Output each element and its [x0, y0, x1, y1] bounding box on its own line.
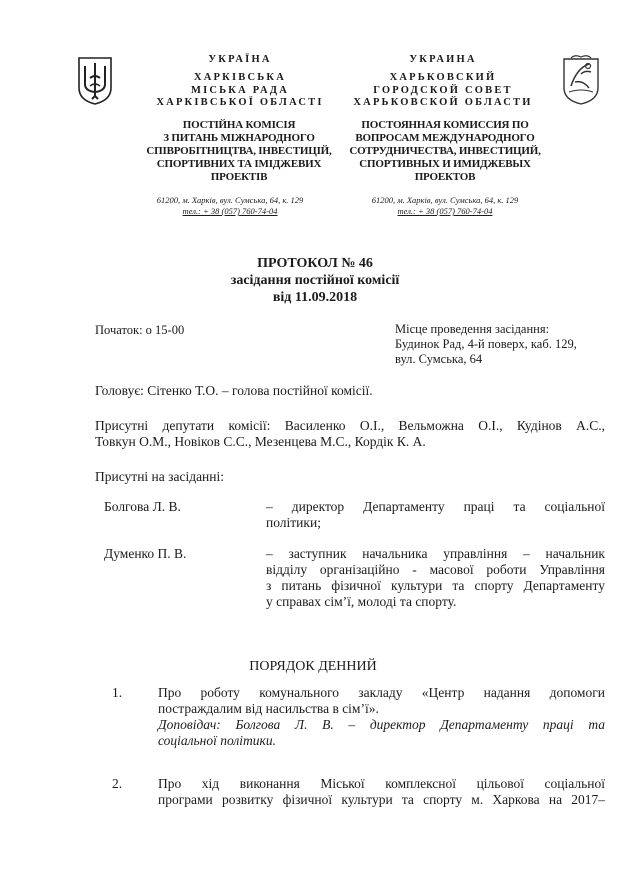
agenda-heading: ПОРЯДОК ДЕННИЙ	[249, 659, 377, 674]
attendee-role-line: політики;	[266, 515, 321, 530]
left-commission	[125, 119, 353, 184]
right-council-line: ХАРЬКОВСКОЙ ОБЛАСТИ	[353, 97, 533, 108]
agenda-speaker-line: соціальної політики.	[158, 733, 276, 748]
agenda-item-line: Про хід виконання Міської комплексної цільової соціальної	[158, 776, 605, 791]
attendee-role-line: у справах сім’ї, молоді та спорту.	[266, 594, 457, 609]
left-council	[130, 72, 350, 110]
agenda-speaker-line: Доповідач: Болгова Л. В. – директор Департаменту праці та	[158, 717, 605, 732]
attendee-role	[266, 499, 605, 531]
protocol-title-block	[150, 255, 480, 306]
agenda-item	[158, 776, 605, 808]
left-commission-line: З ПИТАНЬ МІЖНАРОДНОГО	[163, 132, 315, 144]
agenda-item	[158, 685, 605, 749]
attendee-role-line: – заступник начальника управління – начальник	[266, 546, 605, 561]
right-address: 61200, м. Харків, вул. Сумська, 64, к. 129	[371, 195, 519, 205]
left-address-block	[130, 195, 330, 217]
right-council	[333, 72, 553, 110]
left-council-line: ХАРКІВСЬКА	[193, 72, 286, 83]
right-commission-line: ПРОЕКТОВ	[414, 171, 476, 183]
right-commission-line: ВОПРОСАМ МЕЖДУНАРОДНОГО	[355, 132, 535, 144]
right-commission-line: СОТРУДНИЧЕСТВА, ИНВЕСТИЦИЙ,	[349, 145, 541, 157]
left-commission-line: ПОСТІЙНА КОМІСІЯ	[182, 119, 296, 131]
attendee-role-line: відділу організаційно - масової роботи Управління	[266, 562, 605, 577]
right-phone: тел.: + 38 (057) 760-74-04	[397, 206, 493, 216]
chair-line: Головує: Сітенко Т.О. – голова постійної комісії.	[95, 383, 373, 398]
right-council-line: ХАРЬКОВСКИЙ	[389, 72, 497, 83]
attendee-role	[266, 546, 605, 610]
right-council-line: ГОРОДСКОЙ СОВЕТ	[373, 84, 513, 96]
attendee-name: Болгова Л. В.	[104, 499, 181, 514]
members-line: Товкун О.М., Новіков С.С., Мезенцева М.С., Кордік К. А.	[95, 434, 426, 449]
kharkiv-city-coat-of-arms-icon	[561, 54, 601, 106]
left-phone: тел.: + 38 (057) 760-74-04	[182, 206, 278, 216]
agenda-item-number: 1.	[112, 685, 123, 700]
left-address: 61200, м. Харків, вул. Сумська, 64, к. 129	[156, 195, 304, 205]
venue-line: Місце проведення засідання:	[395, 322, 550, 336]
attendees-heading: Присутні на засіданні:	[95, 469, 225, 484]
right-commission-line: СПОРТИВНЫХ И ИМИДЖЕВЫХ	[359, 158, 531, 170]
protocol-date: від 11.09.2018	[272, 290, 358, 305]
attendee-name: Думенко П. В.	[104, 546, 187, 561]
members-block	[95, 418, 605, 450]
protocol-title: ПРОТОКОЛ № 46	[257, 256, 373, 271]
left-council-line: МІСЬКА РАДА	[190, 84, 289, 96]
right-commission-line: ПОСТОЯННАЯ КОМИССИЯ ПО	[361, 119, 529, 131]
left-council-line: ХАРКІВСЬКОЇ ОБЛАСТІ	[156, 97, 324, 108]
venue-line: вул. Сумська, 64	[395, 352, 483, 366]
trident-coat-of-arms-icon	[77, 56, 113, 106]
agenda-item-line: програми розвитку фізичної культури та спорту м. Харкова на 2017–	[158, 792, 605, 807]
left-commission-line: СПІВРОБІТНИЦТВА, ІНВЕСТИЦІЙ,	[146, 145, 332, 157]
right-address-block	[345, 195, 545, 217]
protocol-subtitle: засідання постійної комісії	[230, 273, 400, 288]
right-commission	[332, 119, 558, 184]
attendee-role-line: з питань фізичної культури та спорту Департаменту	[266, 578, 605, 593]
right-country: УКРАИНА	[409, 54, 477, 65]
left-commission-line: ПРОЕКТІВ	[210, 171, 268, 183]
attendee-role-line: – директор Департаменту праці та соціальної	[266, 499, 605, 514]
left-commission-line: СПОРТИВНИХ ТА ІМІДЖЕВИХ	[156, 158, 322, 170]
venue-line: Будинок Рад, 4-й поверх, каб. 129,	[395, 337, 577, 351]
meeting-start: Початок: о 15-00	[95, 323, 185, 337]
members-line: Присутні депутати комісії: Василенко О.І., Вельможна О.І., Кудінов А.С.,	[95, 418, 605, 433]
agenda-item-number: 2.	[112, 776, 123, 791]
agenda-item-line: постраждалим від насильства в сім’ї».	[158, 701, 379, 716]
meeting-venue	[395, 322, 615, 367]
left-country: УКРАЇНА	[208, 54, 272, 65]
agenda-item-line: Про роботу комунального закладу «Центр надання допомоги	[158, 685, 605, 700]
